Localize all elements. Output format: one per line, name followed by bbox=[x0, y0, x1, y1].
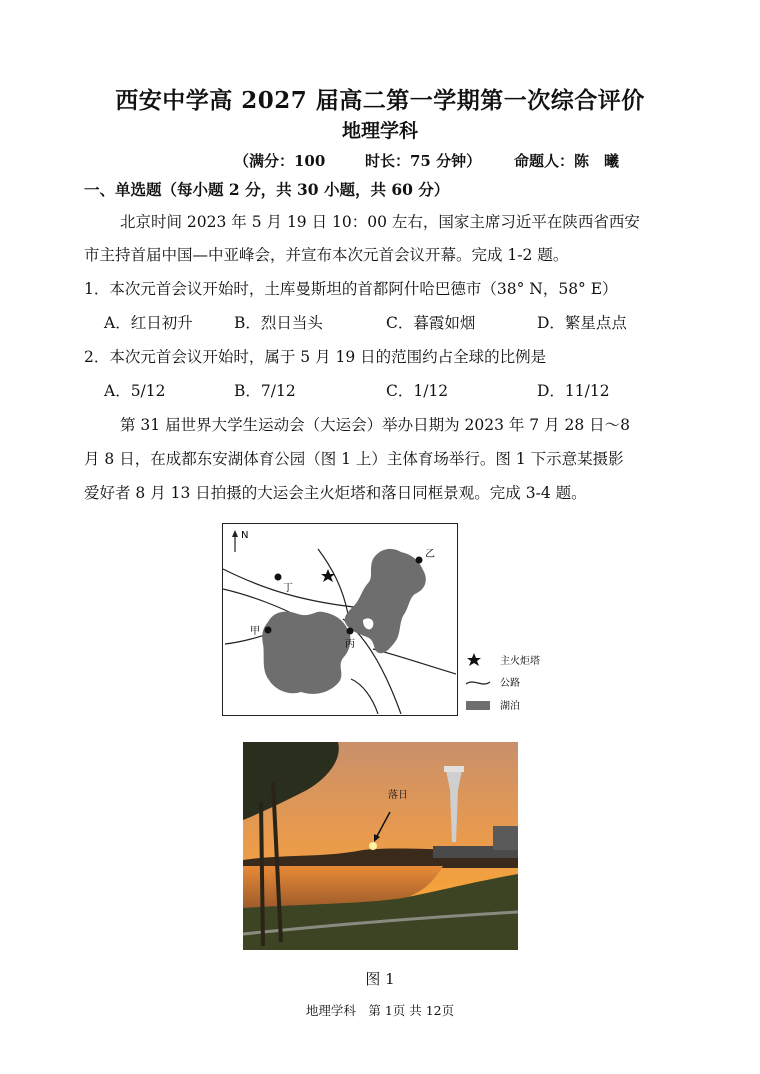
subject-title: 地理学科 bbox=[341, 120, 418, 142]
map-legend bbox=[464, 650, 574, 720]
passage-2-line-2: 月 8 日，在成都东安湖体育公园（图 1 上）主体育场举行。图 1 下示意某摄影 bbox=[84, 450, 624, 468]
torch-tower-star-icon bbox=[321, 569, 335, 582]
park-map bbox=[222, 523, 458, 716]
south-lake bbox=[262, 612, 350, 694]
sunset-photo bbox=[243, 742, 518, 950]
question-2-option-a: A．5/12 bbox=[104, 382, 166, 400]
question-1-option-a: A．红日初升 bbox=[104, 314, 193, 332]
question-2-option-c: C．1/12 bbox=[386, 382, 449, 400]
north-lake bbox=[345, 549, 426, 653]
author: 命题人：陈 曦 bbox=[514, 152, 620, 170]
question-2-stem: 2．本次元首会议开始时，属于 5 月 19 日的范围约占全球的比例是 bbox=[84, 348, 547, 366]
point-bing-label: 丙 bbox=[345, 639, 355, 650]
legend-star-icon bbox=[467, 653, 481, 666]
passage-2-line-1: 第 31 届世界大学生运动会（大运会）举办日期为 2023 年 7 月 28 日～8 bbox=[120, 416, 631, 434]
page-title: 西安中学高 2027 届高二第一学期第一次综合评价 bbox=[115, 87, 645, 114]
point-jia bbox=[265, 627, 272, 634]
question-1-option-b: B．烈日当头 bbox=[234, 314, 323, 332]
intro-line-2: 市主持首届中国—中亚峰会，并宣布本次元首会议开幕。完成 1-2 题。 bbox=[84, 246, 569, 264]
legend-road-icon bbox=[466, 682, 490, 684]
question-2-option-b: B．7/12 bbox=[234, 382, 296, 400]
figure-caption: 图 1 bbox=[365, 970, 395, 988]
point-yi-label: 乙 bbox=[425, 549, 435, 560]
full-score: （满分：100 bbox=[234, 152, 326, 170]
question-1-option-d: D．繁星点点 bbox=[537, 314, 627, 332]
point-ding bbox=[275, 574, 282, 581]
question-1-option-c: C．暮霞如烟 bbox=[386, 314, 476, 332]
page-footer: 地理学科 第 1页 共 12页 bbox=[305, 1003, 455, 1018]
duration: 时长：75 分钟） bbox=[365, 152, 482, 170]
legend-torch-label: 主火炬塔 bbox=[500, 656, 540, 667]
legend-lake-label: 湖泊 bbox=[500, 701, 520, 712]
legend-road-label: 公路 bbox=[500, 678, 520, 689]
passage-2-line-3: 爱好者 8 月 13 日拍摄的大运会主火炬塔和落日同框景观。完成 3-4 题。 bbox=[84, 484, 587, 502]
point-bing bbox=[347, 628, 354, 635]
north-label: N bbox=[241, 530, 249, 541]
section-heading: 一、单选题（每小题 2 分，共 30 小题，共 60 分） bbox=[84, 180, 450, 199]
sun-label: 落日 bbox=[388, 790, 408, 801]
point-jia-label: 甲 bbox=[250, 626, 260, 637]
point-yi bbox=[416, 557, 423, 564]
legend-lake-swatch bbox=[466, 701, 490, 710]
intro-line-1: 北京时间 2023 年 5 月 19 日 10：00 左右，国家主席习近平在陕西省西安 bbox=[120, 213, 640, 231]
point-ding-label: 丁 bbox=[283, 583, 293, 594]
question-2-option-d: D．11/12 bbox=[537, 382, 610, 400]
question-1-stem: 1．本次元首会议开始时，土库曼斯坦的首都阿什哈巴德市（38° N，58° E） bbox=[84, 280, 618, 298]
sun bbox=[369, 842, 377, 850]
